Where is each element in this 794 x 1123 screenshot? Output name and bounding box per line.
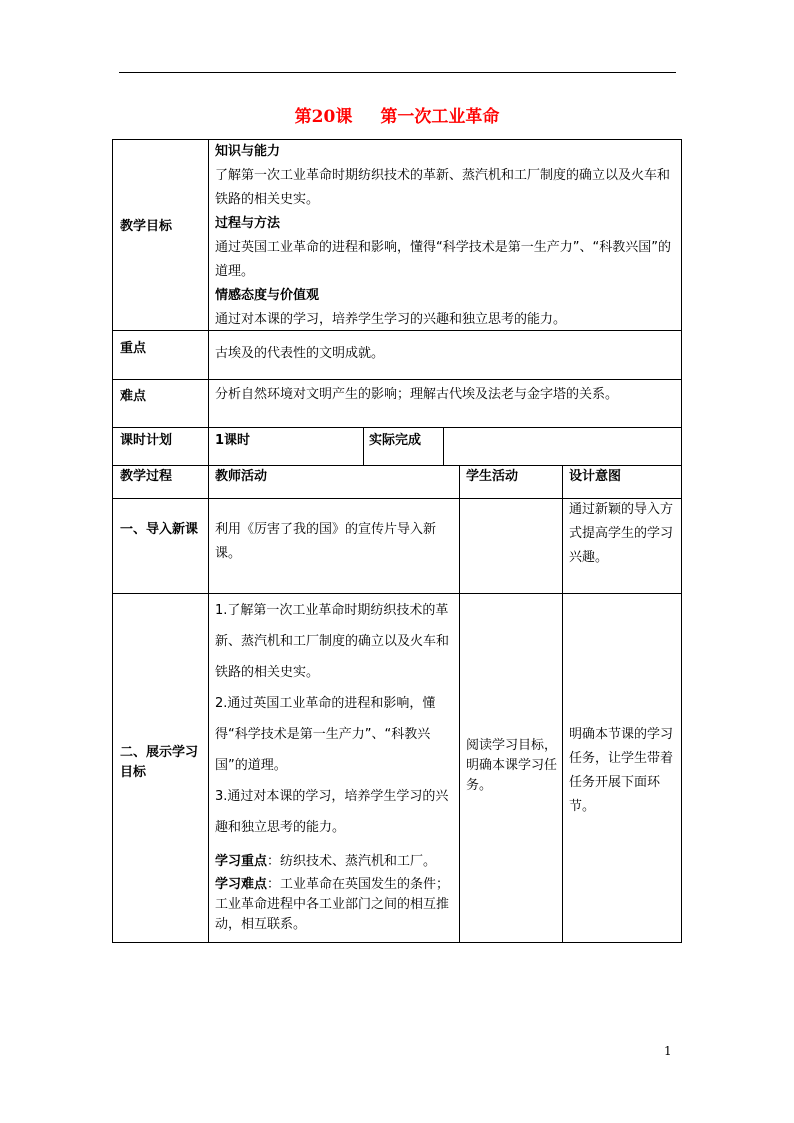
page-number: 1 <box>664 1044 672 1058</box>
schedule-value: 1课时 <box>215 433 251 448</box>
step2-key-point <box>215 849 455 875</box>
difficulty-inline-text: ：工业革命在英国发生的条件；工业革命进程中各工业部门之间的相互推动，相互联系。 <box>215 877 450 932</box>
schedule-label: 课时计划 <box>120 433 173 448</box>
teacher-activity-header: 教师活动 <box>215 469 268 484</box>
step2-goal-3: 3.通过对本课的学习，培养学生学习的兴趣和独立思考的能力。 <box>215 789 449 835</box>
key-point-inline-label: 学习重点 <box>215 854 268 869</box>
table-line <box>112 139 113 943</box>
actual-completion-label: 实际完成 <box>369 433 422 448</box>
objective-attitude-text: 通过对本课的学习，培养学生学习的兴趣和独立思考的能力。 <box>215 312 567 327</box>
objective-knowledge-heading: 知识与能力 <box>215 144 281 159</box>
step2-teacher-activity <box>215 595 455 935</box>
table-line <box>459 465 460 943</box>
step1-label: 一、导入新课 <box>120 522 199 537</box>
step1-teacher-activity: 利用《厉害了我的国》的宣传片导入新课。 <box>215 522 437 561</box>
objectives-content <box>215 140 678 332</box>
step2-goal-2: 2.通过英国工业革命的进程和影响，懂得“科学技术是第一生产力”、“科教兴国”的道理。 <box>215 696 436 773</box>
design-intent-header: 设计意图 <box>569 469 622 484</box>
lesson-number: 第20课 <box>294 107 353 127</box>
key-point-inline-text: ：纺织技术、蒸汽机和工厂。 <box>267 854 437 869</box>
table-line <box>208 139 209 943</box>
lesson-name: 第一次工业革命 <box>380 107 500 127</box>
key-point-label: 重点 <box>120 341 147 356</box>
table-line <box>112 427 682 428</box>
table-line <box>363 427 364 466</box>
objective-process-heading: 过程与方法 <box>215 216 281 231</box>
step2-goal-1: 1.了解第一次工业革命时期纺织技术的革新、蒸汽机和工厂制度的确立以及火车和铁路的相关史实。 <box>215 603 450 680</box>
difficulty-text: 分析自然环境对文明产生的影响；理解古代埃及法老与金字塔的关系。 <box>215 387 619 402</box>
page-title <box>0 104 794 130</box>
difficulty-label: 难点 <box>120 389 147 404</box>
step1-design-intent: 通过新颖的导入方式提高学生的学习兴趣。 <box>569 502 674 565</box>
step2-label: 二、展示学习目标 <box>120 745 199 780</box>
student-activity-header: 学生活动 <box>466 469 519 484</box>
objectives-label: 教学目标 <box>120 219 173 234</box>
table-line <box>112 942 682 943</box>
difficulty-inline-label: 学习难点 <box>215 877 268 892</box>
header-rule <box>119 72 676 73</box>
key-point-text: 古埃及的代表性的文明成就。 <box>215 346 385 361</box>
table-line <box>112 593 682 594</box>
objective-process-text: 通过英国工业革命的进程和影响，懂得“科学技术是第一生产力”、“科教兴国”的道理。 <box>215 240 671 279</box>
objective-attitude-heading: 情感态度与价值观 <box>215 288 320 303</box>
step2-difficulty <box>215 875 455 935</box>
table-line <box>112 379 682 380</box>
objective-knowledge-text: 了解第一次工业革命时期纺织技术的革新、蒸汽机和工厂制度的确立以及火车和铁路的相关史实。 <box>215 168 671 207</box>
step2-student-activity: 阅读学习目标，明确本课学习任务。 <box>466 738 558 793</box>
table-line <box>681 139 682 943</box>
table-line <box>562 465 563 943</box>
step2-design-intent: 明确本节课的学习任务，让学生带着任务开展下面环节。 <box>569 727 674 814</box>
process-header-label: 教学过程 <box>120 469 173 484</box>
table-line <box>443 427 444 466</box>
